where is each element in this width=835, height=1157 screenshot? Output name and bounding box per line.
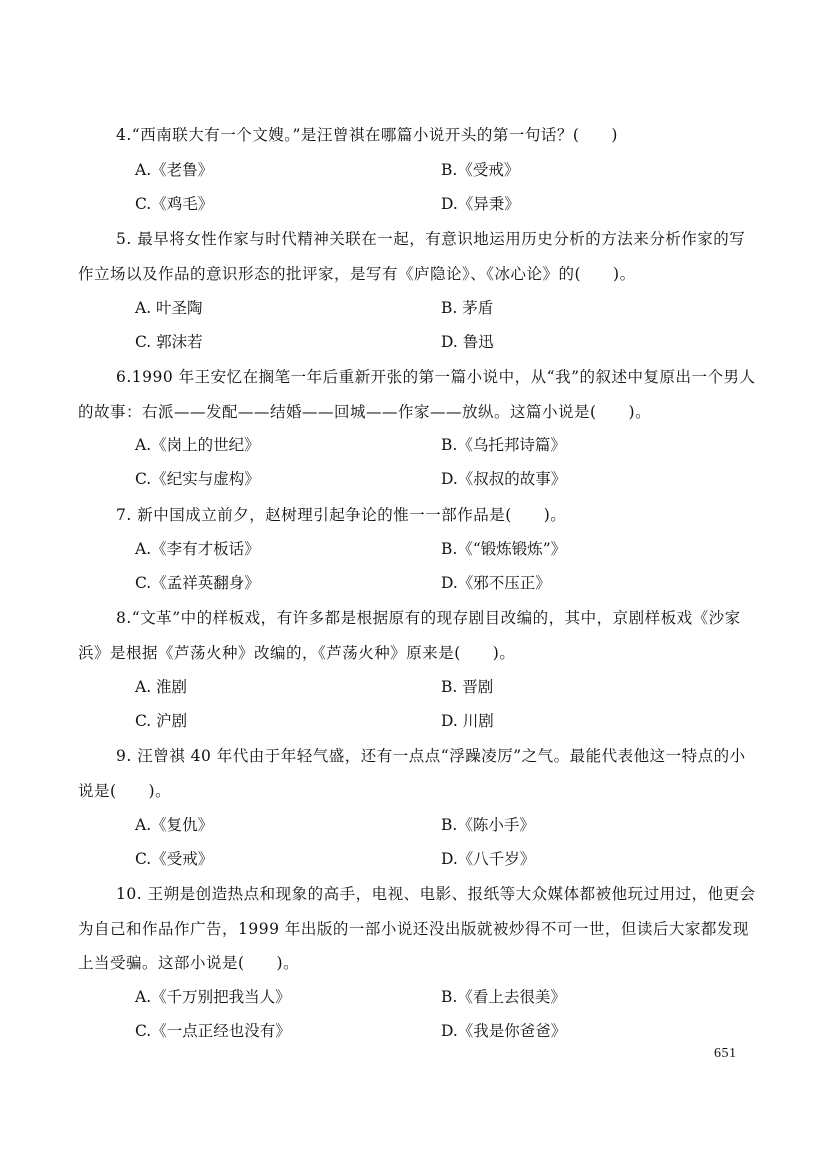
question-10-option-c: C.《一点正经也没有》 xyxy=(135,1022,291,1040)
question-9-stem: 9. 汪曾祺 40 年代由于年轻气盛，还有一点点“浮躁凌厉”之气。最能代表他这一特点的小说是( )。 xyxy=(78,747,746,800)
question-10-option-d: D.《我是你爸爸》 xyxy=(441,1022,567,1040)
question-6-option-b: B.《乌托邦诗篇》 xyxy=(441,436,566,454)
question-9-option-c: C.《受戒》 xyxy=(135,850,214,868)
question-8-option-a: A. 淮剧 xyxy=(135,678,188,696)
question-6-option-c: C.《纪实与虚构》 xyxy=(135,470,260,488)
question-9-option-a: A.《复仇》 xyxy=(135,816,214,834)
question-8-option-c: C. 沪剧 xyxy=(135,712,188,730)
question-5-option-b: B. 茅盾 xyxy=(441,299,494,317)
question-5-stem: 5. 最早将女性作家与时代精神关联在一起，有意识地运用历史分析的方法来分析作家的写作立场以及作品的意识形态的批评家，是写有《庐隐论》、《冰心论》的( )。 xyxy=(78,230,746,283)
question-10-option-a: A.《千万别把我当人》 xyxy=(135,988,291,1006)
question-7-option-b: B.《“锻炼锻炼”》 xyxy=(441,540,567,558)
page-number: 651 xyxy=(714,1046,737,1061)
question-7-option-d: D.《邪不压正》 xyxy=(441,574,551,592)
question-10-option-b: B.《看上去很美》 xyxy=(441,988,566,1006)
question-6-option-a: A.《岗上的世纪》 xyxy=(135,436,260,454)
question-7-option-a: A.《李有才板话》 xyxy=(135,540,260,558)
question-5-option-d: D. 鲁迅 xyxy=(441,333,494,351)
question-8-stem: 8.“文革”中的样板戏，有许多都是根据原有的现存剧目改编的，其中，京剧样板戏《沙家浜》是根据《芦荡火种》改编的，《芦荡火种》原来是( )。 xyxy=(78,609,741,662)
question-9-option-b: B.《陈小手》 xyxy=(441,816,535,834)
question-6-option-d: D.《叔叔的故事》 xyxy=(441,470,567,488)
question-7-stem: 7. 新中国成立前夕，赵树理引起争论的惟一一部作品是( )。 xyxy=(116,506,567,524)
question-4-option-d: D.《异秉》 xyxy=(441,195,520,213)
question-9-option-d: D.《八千岁》 xyxy=(441,850,536,868)
question-4-option-a: A.《老鲁》 xyxy=(135,161,214,179)
question-4-stem: 4.“西南联大有一个文嫂。”是汪曾祺在哪篇小说开头的第一句话？( ) xyxy=(116,126,618,144)
question-4-option-c: C.《鸡毛》 xyxy=(135,195,214,213)
question-5-option-c: C. 郭沫若 xyxy=(135,333,203,351)
question-8-option-b: B. 晋剧 xyxy=(441,678,494,696)
question-5-option-a: A. 叶圣陶 xyxy=(135,299,203,317)
question-4-option-b: B.《受戒》 xyxy=(441,161,520,179)
question-8-option-d: D. 川剧 xyxy=(441,712,494,730)
question-10-stem: 10. 王朔是创造热点和现象的高手，电视、电影、报纸等大众媒体都被他玩过用过，他更会为自己和作品作广告，1999 年出版的一部小说还没出版就被炒得不可一世，但读后大家都发现上当受骗。这部小说是( )。 xyxy=(78,885,756,972)
question-6-stem: 6.1990 年王安忆在搁笔一年后重新开张的第一篇小说中，从“我”的叙述中复原出一个男人的故事：右派——发配——结婚——回城——作家——放纵。这篇小说是( )。 xyxy=(78,368,756,421)
question-7-option-c: C.《孟祥英翻身》 xyxy=(135,574,260,592)
